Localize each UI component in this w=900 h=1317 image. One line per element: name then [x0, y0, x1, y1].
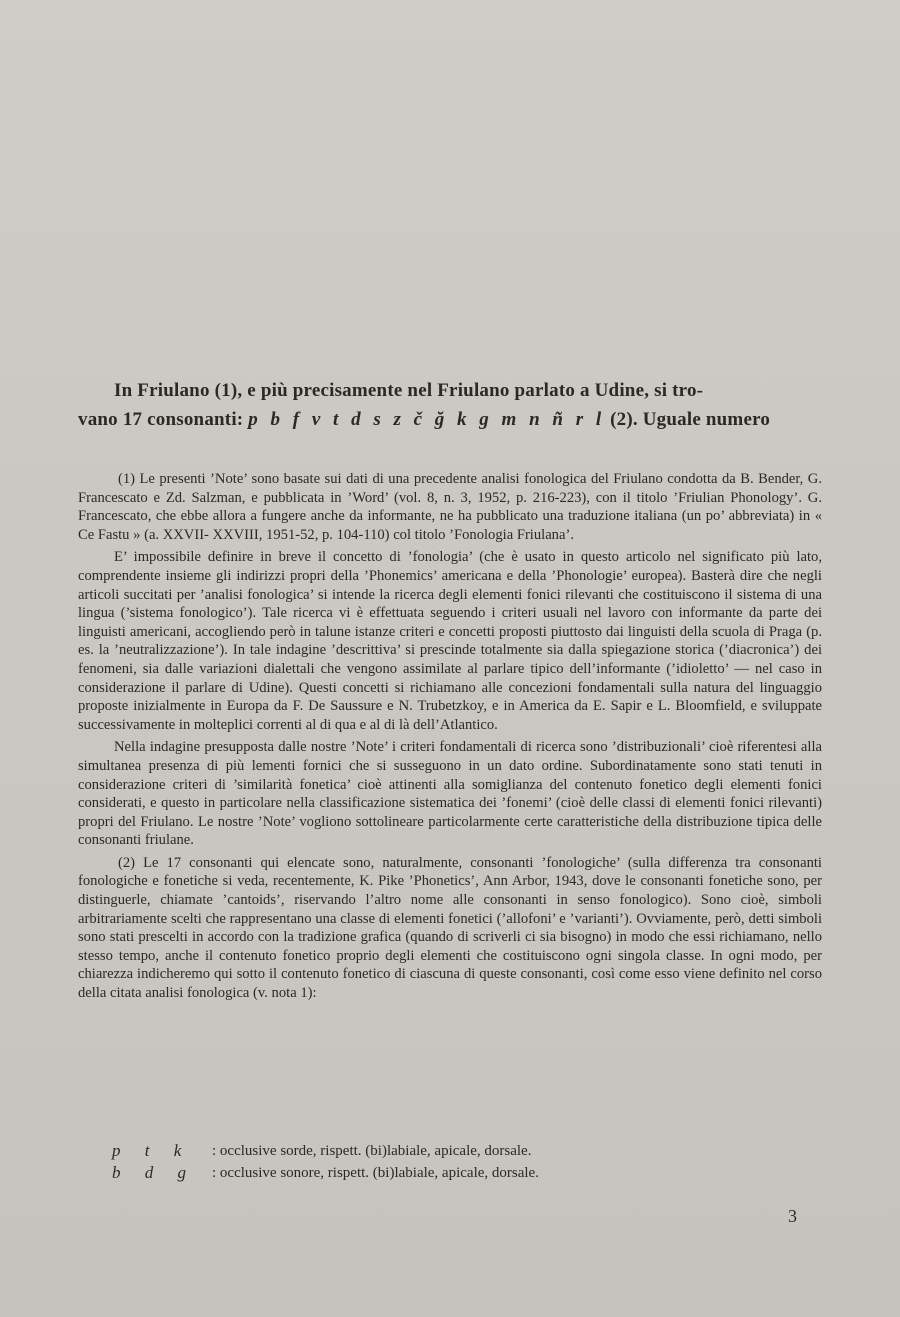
main-paragraph: [78, 376, 822, 434]
footnote-1-paragraph-2: E’ impossibile definire in breve il concetto di ’fonologia’ (che è usato in questo articolo nel significato più lato, comprendente insieme gli indirizzi propri della ’Phonemics’ americana e della ’Phonologie’ europea). Basterà dire che negli articoli succitati per ’analisi fonologica’ si intende la ricerca degli elementi fonici rilevanti che costituiscono il sistema di una lingua (’sistema fonologico’). Tale ricerca vi è effettuata seguendo i criteri usuali nel lavoro con informante da parte dei linguisti americani, accogliendo però in talune istanze criteri e concetti proposti piuttosto dai linguisti della scuola di Praga (p. es. la ’neutralizzazione’). In tale indagine ’descrittiva’ si prescinde totalmente sia dalla spiegazione storica (’diacronica’) dei fenomeni, sia dalle variazioni dialettali che vengono assimilate al parlare tipico dell’informante (’idioletto’ — nel caso in considerazione il parlare di Udine). Questi concetti si richiamano alle concezioni fondamentali sulla natura del linguaggio proposte inizialmente in Europa da F. De Saussure e N. Trubetzkoy, e in America da E. Sapir e L. Bloomfield, e sviluppate successivamente in molteplici correnti al di qua e al di là dell’Atlantico.: [78, 549, 822, 733]
footnote-1: (1) Le presenti ’Note’ sono basate sui dati di una precedente analisi fonologica del Friulano condotta da B. Bender, G. Francescato e Zd. Salzman, e pubblicata in ’Word’ (vol. 8, n. 3, 1952, p. 216-223), con il titolo ’Friulian Phonology’. G. Francescato, che ebbe allora a fungere anche da informante, ne ha pubblicato una traduzione italiana (un po’ abbreviata) in « Ce Fastu » (a. XXVII- XXVIII, 1951-52, p. 104-110) col titolo ’Fonologia Friulana’.: [78, 471, 822, 543]
footnote-2: (2) Le 17 consonanti qui elencate sono, naturalmente, consonanti ’fonologiche’ (sulla differenza tra consonanti fonologiche e fonetiche si veda, recentemente, K. Pike ’Phonetics’, Ann Arbor, 1943, dove le consonanti fonetiche sono, per distinguerle, chiamate ’cantoids’, riservando l’altro nome alle consonanti in senso fonologico). Sono cioè, simboli arbitrariamente scelti che rappresentano una classe di elementi fonetici (’allofoni’ e ’varianti’). Ovviamente, però, detti simboli sono stati prescelti in accordo con la tradizione grafica (quando di scriverli ci sia bisogno) in modo che essi richiamano, nello stesso tempo, anche il contenuto fonetico proprio degli elementi che costituiscono ogni singola classe. In ogni modo, per chiarezza indicheremo qui sotto il contenuto fonetico di ciascuna di queste consonanti, così come esso viene definito nel corso della citata analisi fonologica (v. nota 1):: [78, 854, 822, 1002]
consonant-symbol-table: [112, 1140, 539, 1184]
main-text-line-1: In Friulano (1), e più precisamente nel Friulano parlato a Udine, si tro-: [114, 380, 704, 401]
main-text-line-2-start: vano 17 consonanti:: [78, 409, 244, 430]
symbol-letters: b d g: [112, 1163, 196, 1182]
main-text-line-2-end: (2). Uguale numero: [610, 409, 771, 430]
consonant-list: p b f v t d s z č ğ k g m n ñ r l: [248, 409, 606, 430]
main-text-line-2: [78, 405, 822, 434]
page-number: 3: [788, 1206, 797, 1226]
symbol-row: [112, 1162, 539, 1184]
symbol-letters: p t k: [112, 1141, 192, 1160]
symbol-description: : occlusive sorde, rispett. (bi)labiale, apicale, dorsale.: [212, 1143, 532, 1159]
footnote-1-paragraph-3: Nella indagine presupposta dalle nostre ’Note’ i criteri fondamentali di ricerca sono ’distribuzionali’ cioè riferentesi alla simultanea presenza di più lementi fornici che si susseguono in un dato ordine. Subordinatamente sono stati tenuti in considerazione criteri di ’similarità fonetica’ cioè attinenti alla somiglianza del contenuto fonetico degli elementi fonici considerati, e questo in particolare nella classificazione sistematica dei ’fonemi’ (cioè delle classi di elementi fonici rilevanti) propri del Friulano. Le nostre ’Note’ vogliono sottolineare particolarmente certe caratteristiche della distribuzione tipica delle consonanti friulane.: [78, 739, 822, 849]
footnotes: [78, 470, 822, 1007]
symbol-description: : occlusive sonore, rispett. (bi)labiale, apicale, dorsale.: [212, 1165, 539, 1181]
symbol-row: [112, 1140, 539, 1162]
